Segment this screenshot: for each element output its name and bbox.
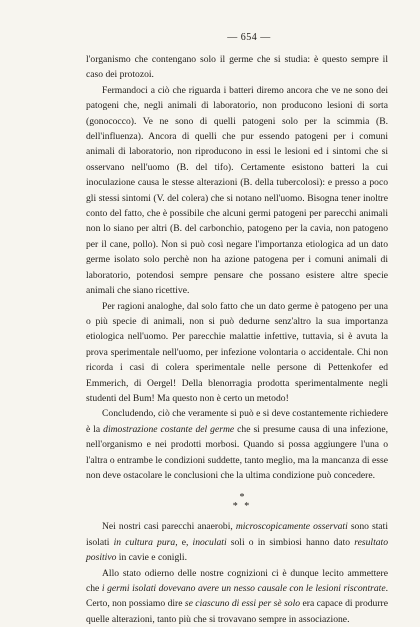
paragraph-text: Nei nostri casi parecchi anaerobi, bbox=[102, 521, 236, 533]
emphasized-text: microscopicamente osservati bbox=[235, 521, 348, 533]
emphasized-text: dimostrazione costante del germe bbox=[103, 423, 235, 435]
paragraph bbox=[86, 519, 388, 565]
paragraph-text: Allo stato odierno delle nostre cognizioni ci è dunque lecito ammettere che bbox=[86, 567, 388, 594]
paragraph bbox=[86, 83, 388, 299]
page-number: — 654 — bbox=[227, 32, 271, 43]
paragraph-text: Fermandoci a ciò che riguarda i batteri diremo ancora che ve ne sono dei patogeni che, negli animali di laboratorio, non producono lesioni di sorta (gonococco). Ve ne sono di quelli patogeni solo per la scimmia (B. dell'influenza). Ancora di quelli che pur essendo patogeni per i comuni animali di laboratorio, non riproducono in essi le lesioni ed i sintomi che si osservano nell'uomo (B. del tifo). Certamente esistono batteri la cui inoculazione causa le stesse alterazioni (B. della tubercolosi): e presso a poco gli stessi sintomi (V. del colera) che si notano nell'uomo. Bisogna tener inoltre conto del fatto, che è possibile che alcuni germi patogeni per parecchi animali non lo siano per altri (B. del carbonchio, patogeno per la cavia, non patogeno per il cane, pollo). Non si può così negare l'importanza etiologica ad un dato germe isolato solo perchè non ha azione patogena per i comuni animali di laboratorio, potendosi sempre pensare che possano esistere altre specie animali che siano ricettive. bbox=[86, 84, 388, 297]
emphasized-text: inoculati bbox=[192, 536, 227, 548]
paragraph bbox=[86, 52, 388, 83]
paragraph-text: soli o in simbiosi hanno dato bbox=[226, 536, 355, 548]
paragraph-text: Per ragioni analoghe, dal solo fatto che un dato germe è patogeno per una o più specie di animali, non si può dedurne senz'altro la sua importanza etiologica nell'uomo. Per parecchie malattie infettive, tuttavia, si è avuta la prova sperimentale nell'uomo, per infezione volontaria o accidentale. Chi non ricorda i casi di colera sperimentale nelle persone di Pettenkofer ed Emmerich, di Oergel! Della blenorragia prodotta sperimentalmente negli studenti del Bum! Ma questo non è certo un metodo! bbox=[86, 300, 388, 404]
paragraph-text: era capace di produrre quelle alterazioni, tanto più che si trovavano sempre in associazione. bbox=[86, 598, 388, 625]
paragraph-text: sono stati isolati bbox=[86, 521, 388, 548]
ornament-asterisk-top: * bbox=[239, 492, 245, 504]
emphasized-text: resultato positivo bbox=[86, 536, 388, 564]
body-text-top bbox=[86, 52, 388, 483]
emphasized-text: se ciascuno di essi per sè solo bbox=[184, 598, 301, 610]
ornament-asterisks-bottom: * * bbox=[232, 501, 252, 513]
emphasized-text: i germi isolati dovevano avere un nesso causale con le lesioni riscontrate bbox=[101, 583, 386, 594]
paragraph-text: che si presume causa di una infezione, nell'organismo e nei prodotti morbosi. Quando si possa aggiungere l'una o l'altra o entrambe le condizioni suddette, tanto meglio, ma la mancanza di esse non deve ostacolare le conclusioni che la ultima condizione può concedere. bbox=[86, 423, 388, 481]
paragraph bbox=[86, 299, 388, 407]
paragraph-text: Concludendo, ciò che veramente si può e si deve costantemente richiedere è la bbox=[86, 408, 388, 435]
paragraph-text: , e, bbox=[175, 536, 193, 548]
paragraph-text: l'organismo che contengano solo il germe che si studia: è questo sempre il caso dei protozoi. bbox=[86, 54, 388, 81]
body-text-bottom bbox=[86, 519, 388, 627]
paragraph bbox=[86, 406, 388, 483]
paragraph bbox=[86, 566, 388, 627]
paragraph-text: . Certo, non possiamo dire bbox=[86, 583, 388, 610]
emphasized-text: in cultura pura bbox=[113, 536, 176, 548]
paragraph-text: in cavie e conigli. bbox=[116, 552, 187, 564]
section-ornament bbox=[86, 493, 388, 511]
